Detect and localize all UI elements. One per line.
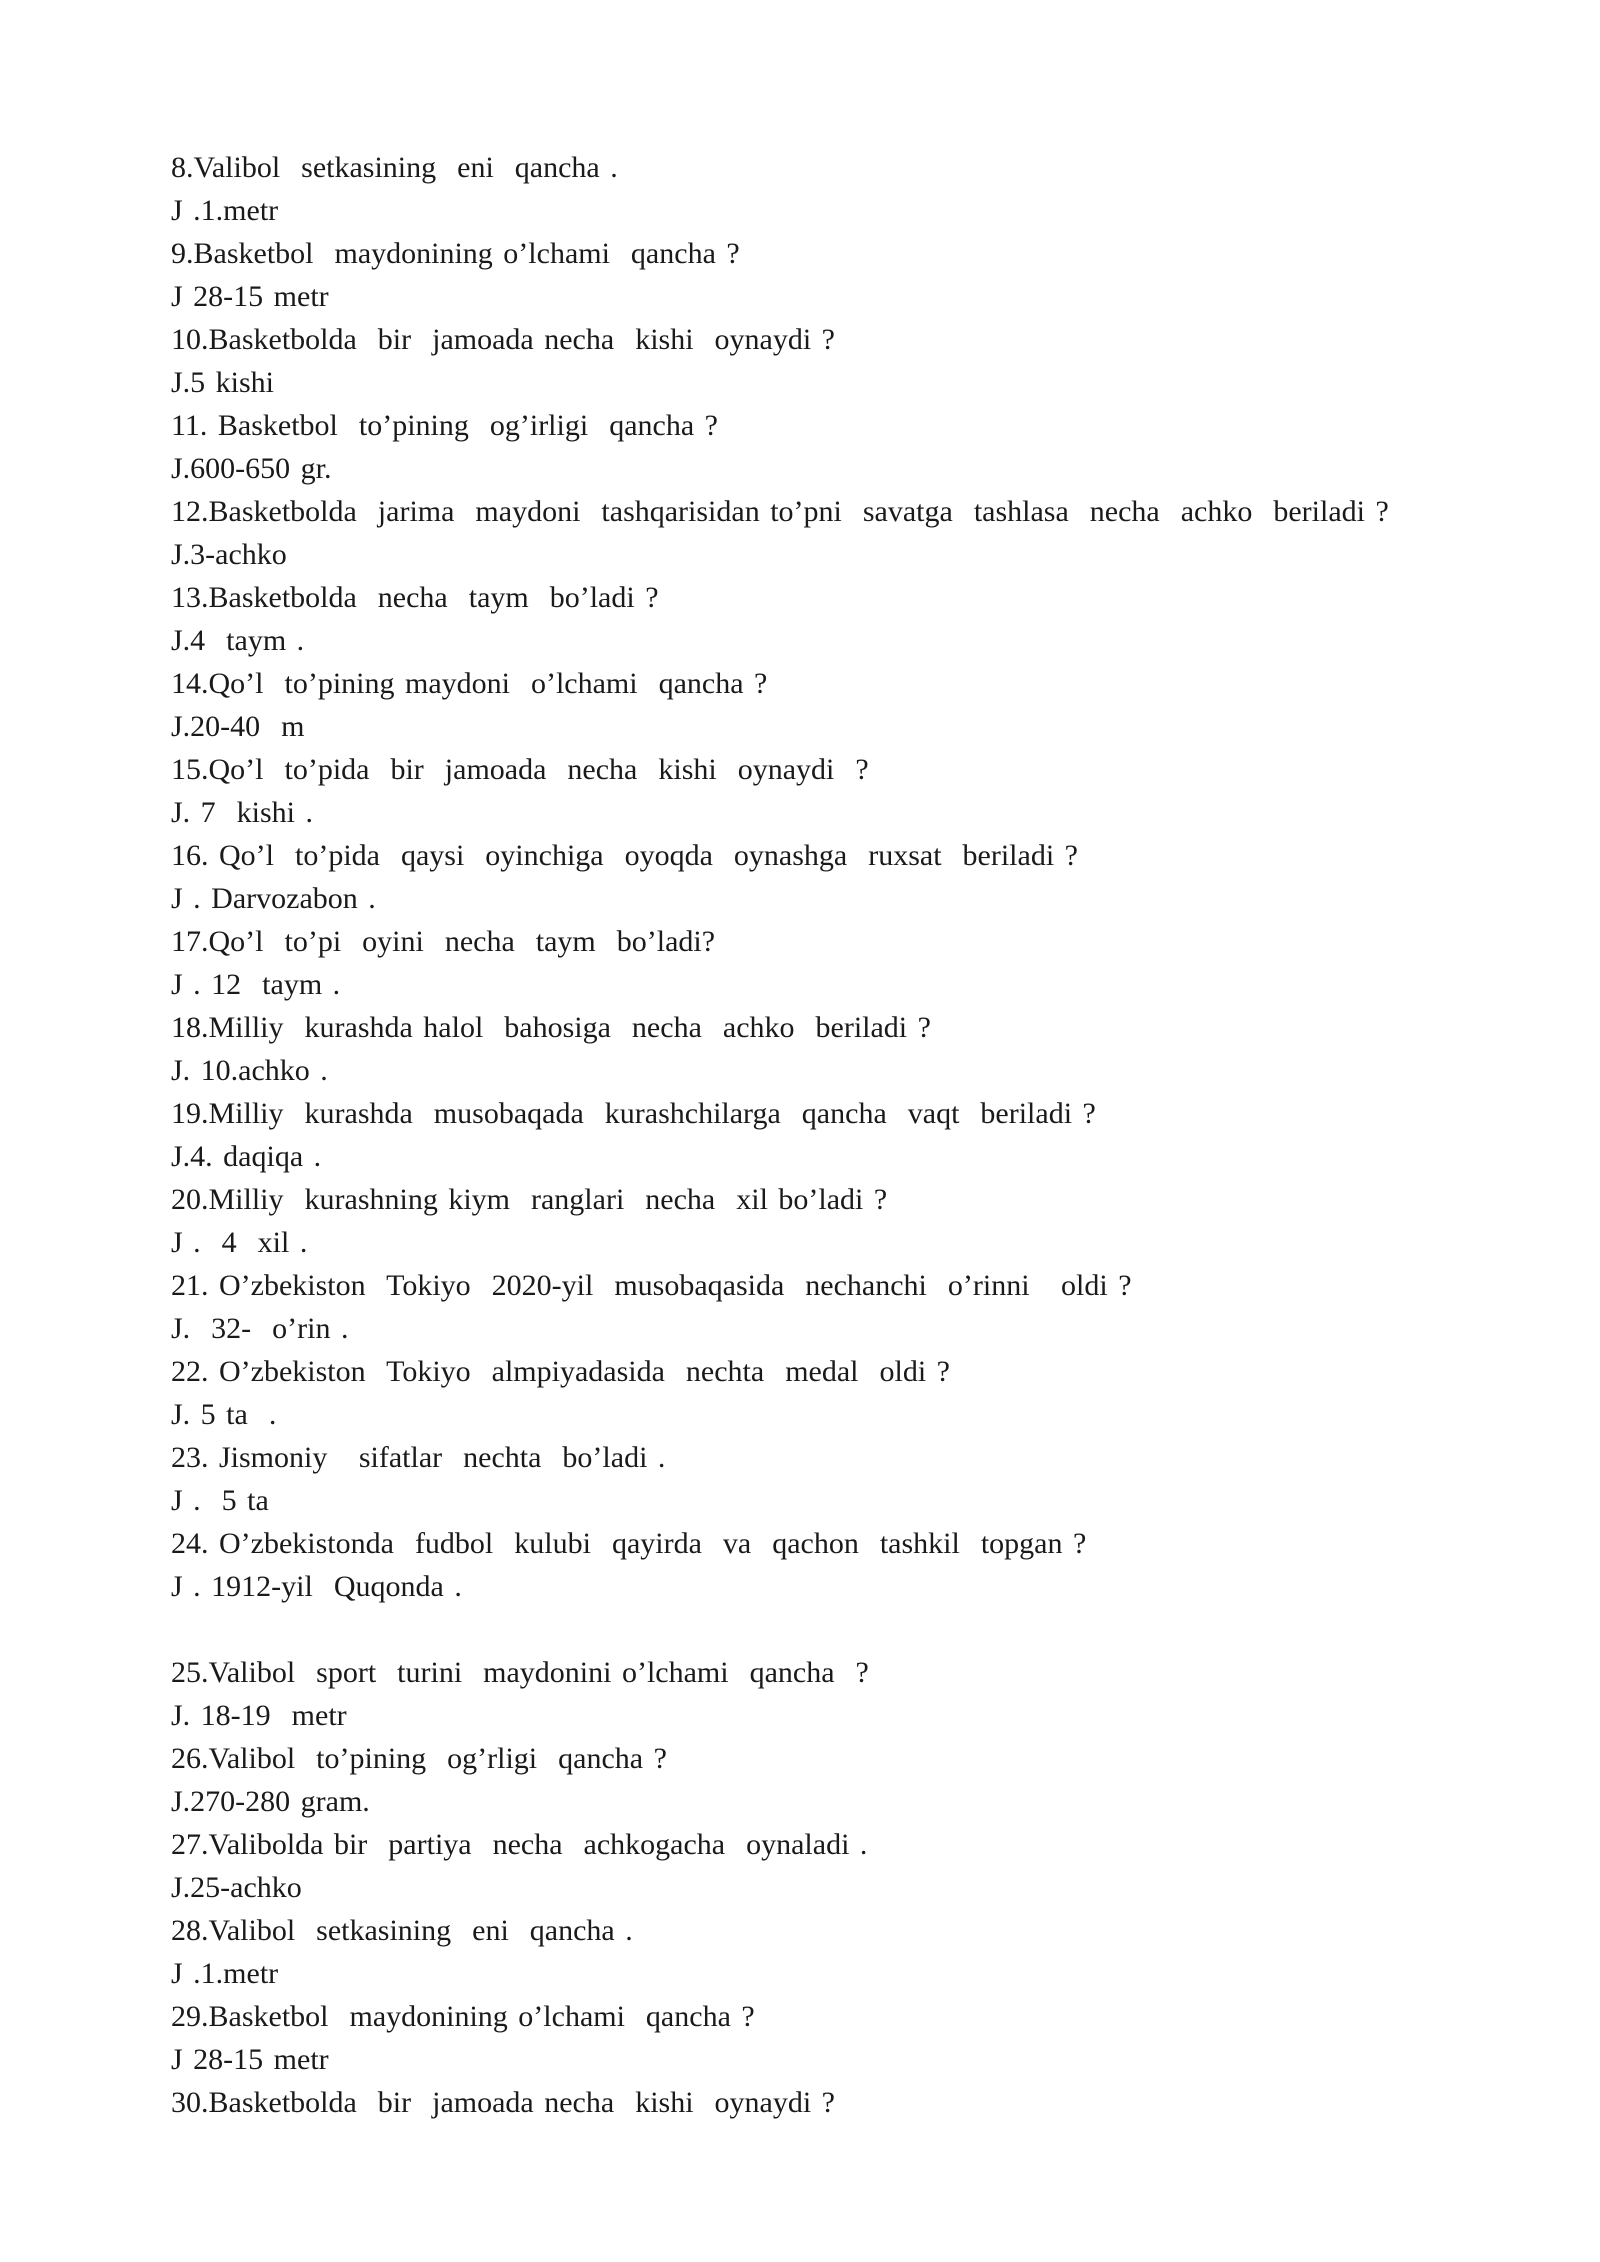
question-line: 21. O’zbekiston Tokiyo 2020-yil musobaqasida nechanchi o’rinni oldi ? <box>171 1269 1132 1302</box>
question-line: 22. O’zbekiston Tokiyo almpiyadasida nechta medal oldi ? <box>171 1355 950 1388</box>
answer-line: J . 1912-yil Quqonda . <box>171 1570 462 1603</box>
question-line: 18.Milliy kurashda halol bahosiga necha achko beriladi ? <box>171 1011 931 1044</box>
answer-line: J.4. daqiqa . <box>171 1140 322 1173</box>
question-line: 23. Jismoniy sifatlar nechta bo’ladi . <box>171 1441 666 1474</box>
question-line: 28.Valibol setkasining eni qancha . <box>171 1914 633 1947</box>
answer-line: J. 5 ta . <box>171 1398 277 1431</box>
answer-line: J 28-15 metr <box>171 280 329 313</box>
answer-line: J. 32- o’rin . <box>171 1312 349 1345</box>
answer-line: J .1.metr <box>171 1957 279 1990</box>
question-line: 11. Basketbol to’pining og’irligi qancha ? <box>171 409 718 442</box>
question-line: 26.Valibol to’pining og’rligi qancha ? <box>171 1742 667 1775</box>
question-line: 16. Qo’l to’pida qaysi oyinchiga oyoqda oynashga ruxsat beriladi ? <box>171 839 1078 872</box>
question-line: 30.Basketbolda bir jamoada necha kishi oynaydi ? <box>171 2086 835 2119</box>
question-line: 19.Milliy kurashda musobaqada kurashchilarga qancha vaqt beriladi ? <box>171 1097 1096 1130</box>
question-line: 20.Milliy kurashning kiym ranglari necha xil bo’ladi ? <box>171 1183 888 1216</box>
document-text <box>171 146 1501 2124</box>
answer-line: J 28-15 metr <box>171 2043 329 2076</box>
answer-line: J.3-achko <box>171 538 287 571</box>
answer-line: J.25-achko <box>171 1871 302 1904</box>
answer-line: J . 4 xil . <box>171 1226 308 1259</box>
answer-line: J.270-280 gram. <box>171 1785 370 1818</box>
answer-line: J.5 kishi <box>171 366 275 399</box>
answer-line: J. 7 kishi . <box>171 796 314 829</box>
answer-line: J . Darvozabon . <box>171 882 376 915</box>
question-line: 27.Valibolda bir partiya necha achkogacha oynaladi . <box>171 1828 868 1861</box>
answer-line: J.4 taym . <box>171 624 305 657</box>
question-line: 15.Qo’l to’pida bir jamoada necha kishi oynaydi ? <box>171 753 869 786</box>
question-line: 25.Valibol sport turini maydonini o’lchami qancha ? <box>171 1656 869 1689</box>
answer-line: J.600-650 gr. <box>171 452 332 485</box>
answer-line: J . 12 taym . <box>171 968 341 1001</box>
question-line: 9.Basketbol maydonining o’lchami qancha ? <box>171 237 740 270</box>
answer-line: J . 5 ta <box>171 1484 269 1517</box>
question-line: 14.Qo’l to’pining maydoni o’lchami qancha ? <box>171 667 768 700</box>
answer-line: J .1.metr <box>171 194 279 227</box>
answer-line: J. 10.achko . <box>171 1054 328 1087</box>
question-line: 13.Basketbolda necha taym bo’ladi ? <box>171 581 659 614</box>
question-line: 12.Basketbolda jarima maydoni tashqarisidan to’pni savatga tashlasa necha achko beriladi ? <box>171 495 1389 528</box>
question-line: 24. O’zbekistonda fudbol kulubi qayirda va qachon tashkil topgan ? <box>171 1527 1087 1560</box>
blank-line <box>171 1608 1501 1651</box>
answer-line: J.20-40 m <box>171 710 305 743</box>
question-line: 10.Basketbolda bir jamoada necha kishi oynaydi ? <box>171 323 835 356</box>
question-line: 29.Basketbol maydonining o’lchami qancha ? <box>171 2000 755 2033</box>
question-line: 8.Valibol setkasining eni qancha . <box>171 151 618 184</box>
question-line: 17.Qo’l to’pi oyini necha taym bo’ladi? <box>171 925 716 958</box>
answer-line: J. 18-19 metr <box>171 1699 347 1732</box>
